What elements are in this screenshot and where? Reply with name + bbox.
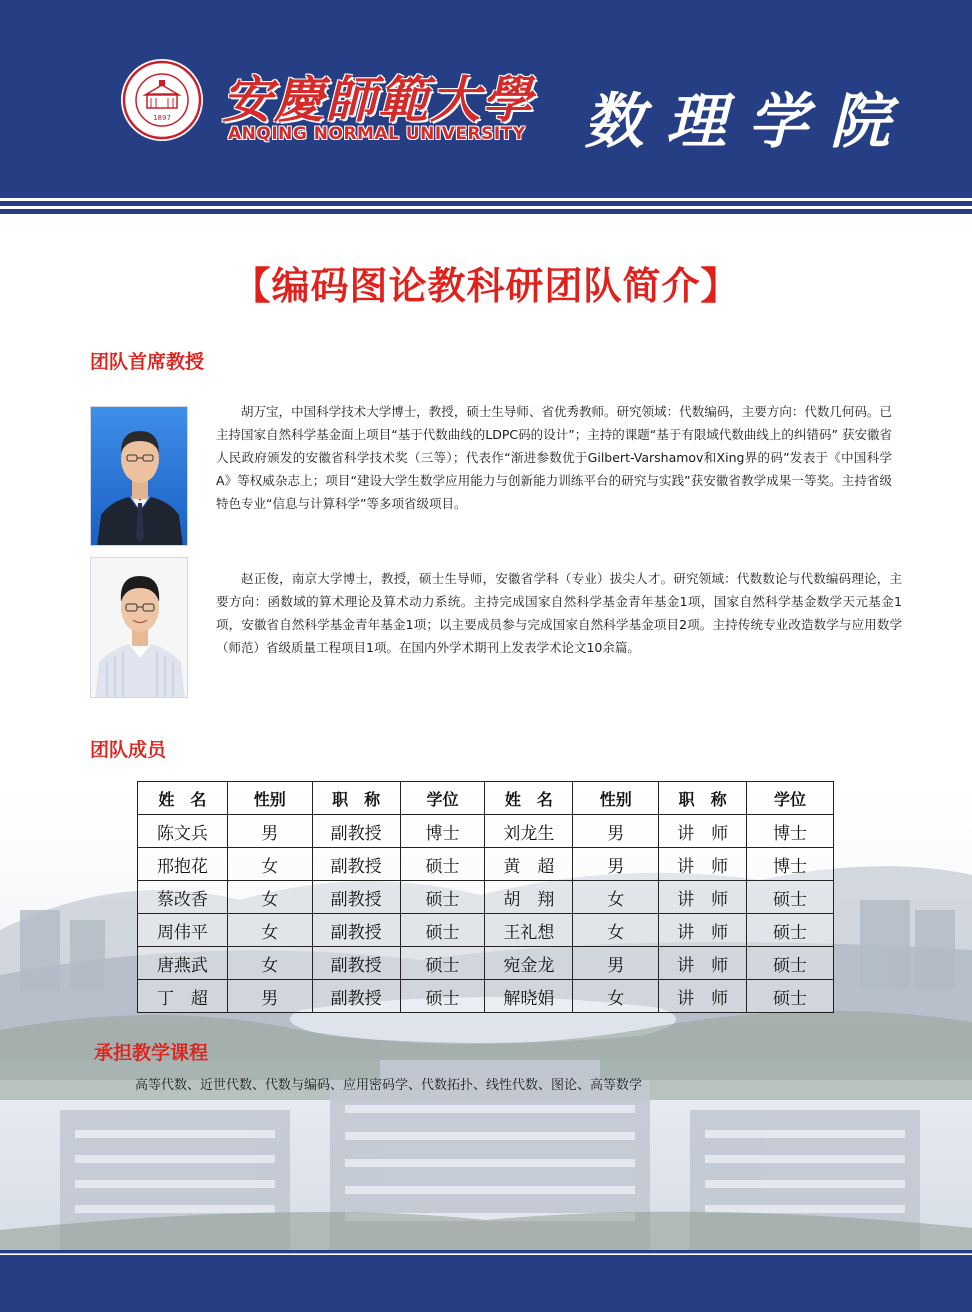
table-cell: 男	[573, 815, 659, 848]
members-heading: 团队成员	[90, 739, 167, 761]
table-cell: 硕士	[400, 980, 485, 1013]
table-cell: 刘龙生	[485, 815, 573, 848]
table-cell: 博士	[400, 815, 485, 848]
table-cell: 男	[227, 815, 312, 848]
table-cell: 硕士	[400, 881, 485, 914]
professor-photo-zhao	[90, 557, 188, 698]
table-cell: 胡 翔	[485, 881, 573, 914]
table-row	[138, 815, 834, 848]
table-row	[138, 947, 834, 980]
header-banner	[0, 0, 972, 198]
table-cell: 硕士	[400, 947, 485, 980]
table-cell: 讲 师	[659, 815, 747, 848]
table-cell: 周伟平	[138, 914, 228, 947]
professor-bio-hu: 胡万宝，中国科学技术大学博士，教授，硕士生导师、省优秀教师。研究领域：代数编码，主要方向：代数几何码。已主持国家自然科学基金面上项目“基于代数曲线的LDPC码的设计”；主持的课题“基于有限域代数曲线上的纠错码” 获安徽省人民政府颁发的安徽省科学技术奖（三等）；代表作“渐进参数优于Gilbert-Varshamov和Xing界的码”发表于《中国科学A》等权威杂志上；项目“建设大学生数学应用能力与创新能力训练平台的研究与实践”获安徽省教学成果一等奖。主持省级特色专业“信息与计算科学”等多项省级项目。	[216, 404, 892, 511]
university-seal-logo	[120, 58, 204, 142]
footer-banner	[0, 1255, 972, 1312]
table-row	[138, 881, 834, 914]
table-cell: 女	[573, 914, 659, 947]
col-header-degree: 学位	[747, 782, 834, 815]
table-row	[138, 914, 834, 947]
table-cell: 硕士	[747, 947, 834, 980]
table-cell: 女	[573, 881, 659, 914]
table-cell: 男	[573, 947, 659, 980]
table-cell: 博士	[747, 848, 834, 881]
table-cell: 硕士	[747, 980, 834, 1013]
table-cell: 黄 超	[485, 848, 573, 881]
table-cell: 硕士	[747, 914, 834, 947]
courses-list: 高等代数、近世代数、代数与编码、应用密码学、代数拓扑、线性代数、图论、高等数学	[135, 1078, 643, 1093]
table-row	[138, 848, 834, 881]
table-cell: 女	[227, 848, 312, 881]
table-cell: 唐燕武	[138, 947, 228, 980]
table-cell: 副教授	[312, 980, 400, 1013]
university-name-en: ANQING NORMAL UNIVERSITY	[228, 124, 526, 144]
table-cell: 副教授	[312, 815, 400, 848]
footer-divider	[0, 1250, 972, 1253]
col-header-name: 姓 名	[138, 782, 228, 815]
table-cell: 邢抱花	[138, 848, 228, 881]
header-divider-stripes	[0, 198, 972, 218]
col-header-gender: 性别	[573, 782, 659, 815]
col-header-gender: 性别	[227, 782, 312, 815]
table-cell: 硕士	[747, 881, 834, 914]
chief-professors-heading: 团队首席教授	[90, 351, 205, 373]
members-table	[137, 781, 834, 1013]
table-cell: 女	[227, 914, 312, 947]
table-cell: 讲 师	[659, 881, 747, 914]
table-cell: 女	[227, 947, 312, 980]
svg-text:1897: 1897	[153, 114, 171, 122]
table-cell: 陈文兵	[138, 815, 228, 848]
col-header-degree: 学位	[400, 782, 485, 815]
table-cell: 副教授	[312, 881, 400, 914]
table-cell: 男	[227, 980, 312, 1013]
table-cell: 解晓娟	[485, 980, 573, 1013]
table-cell: 副教授	[312, 914, 400, 947]
page-title: 【编码图论教科研团队简介】	[232, 264, 740, 308]
table-cell: 副教授	[312, 947, 400, 980]
col-header-title: 职 称	[312, 782, 400, 815]
table-cell: 副教授	[312, 848, 400, 881]
table-cell: 讲 师	[659, 848, 747, 881]
col-header-name: 姓 名	[485, 782, 573, 815]
university-name-cn: 安慶師範大學	[222, 70, 534, 129]
table-cell: 蔡改香	[138, 881, 228, 914]
courses-heading: 承担教学课程	[94, 1042, 209, 1064]
table-cell: 讲 师	[659, 947, 747, 980]
table-cell: 宛金龙	[485, 947, 573, 980]
table-cell: 硕士	[400, 914, 485, 947]
table-cell: 讲 师	[659, 980, 747, 1013]
table-cell: 王礼想	[485, 914, 573, 947]
table-cell: 硕士	[400, 848, 485, 881]
table-cell: 讲 师	[659, 914, 747, 947]
table-cell: 女	[573, 980, 659, 1013]
col-header-title: 职 称	[659, 782, 747, 815]
table-row	[138, 980, 834, 1013]
table-cell: 女	[227, 881, 312, 914]
college-name: 数理学院	[584, 87, 912, 157]
table-header-row	[138, 782, 834, 815]
table-cell: 男	[573, 848, 659, 881]
professor-bio-zhao: 赵正俊，南京大学博士，教授，硕士生导师，安徽省学科（专业）拔尖人才。研究领域：代数数论与代数编码理论，主要方向：函数域的算术理论及算术动力系统。主持完成国家自然科学基金青年基金1项，国家自然科学基金数学天元基金1项，安徽省自然科学基金青年基金1项；以主要成员参与完成国家自然科学基金项目2项。主持传统专业改造数学与应用数学（师范）省级质量工程项目1项。在国内外学术期刊上发表学术论文10余篇。	[216, 571, 902, 655]
table-cell: 丁 超	[138, 980, 228, 1013]
professor-photo-hu	[90, 406, 188, 546]
table-cell: 博士	[747, 815, 834, 848]
